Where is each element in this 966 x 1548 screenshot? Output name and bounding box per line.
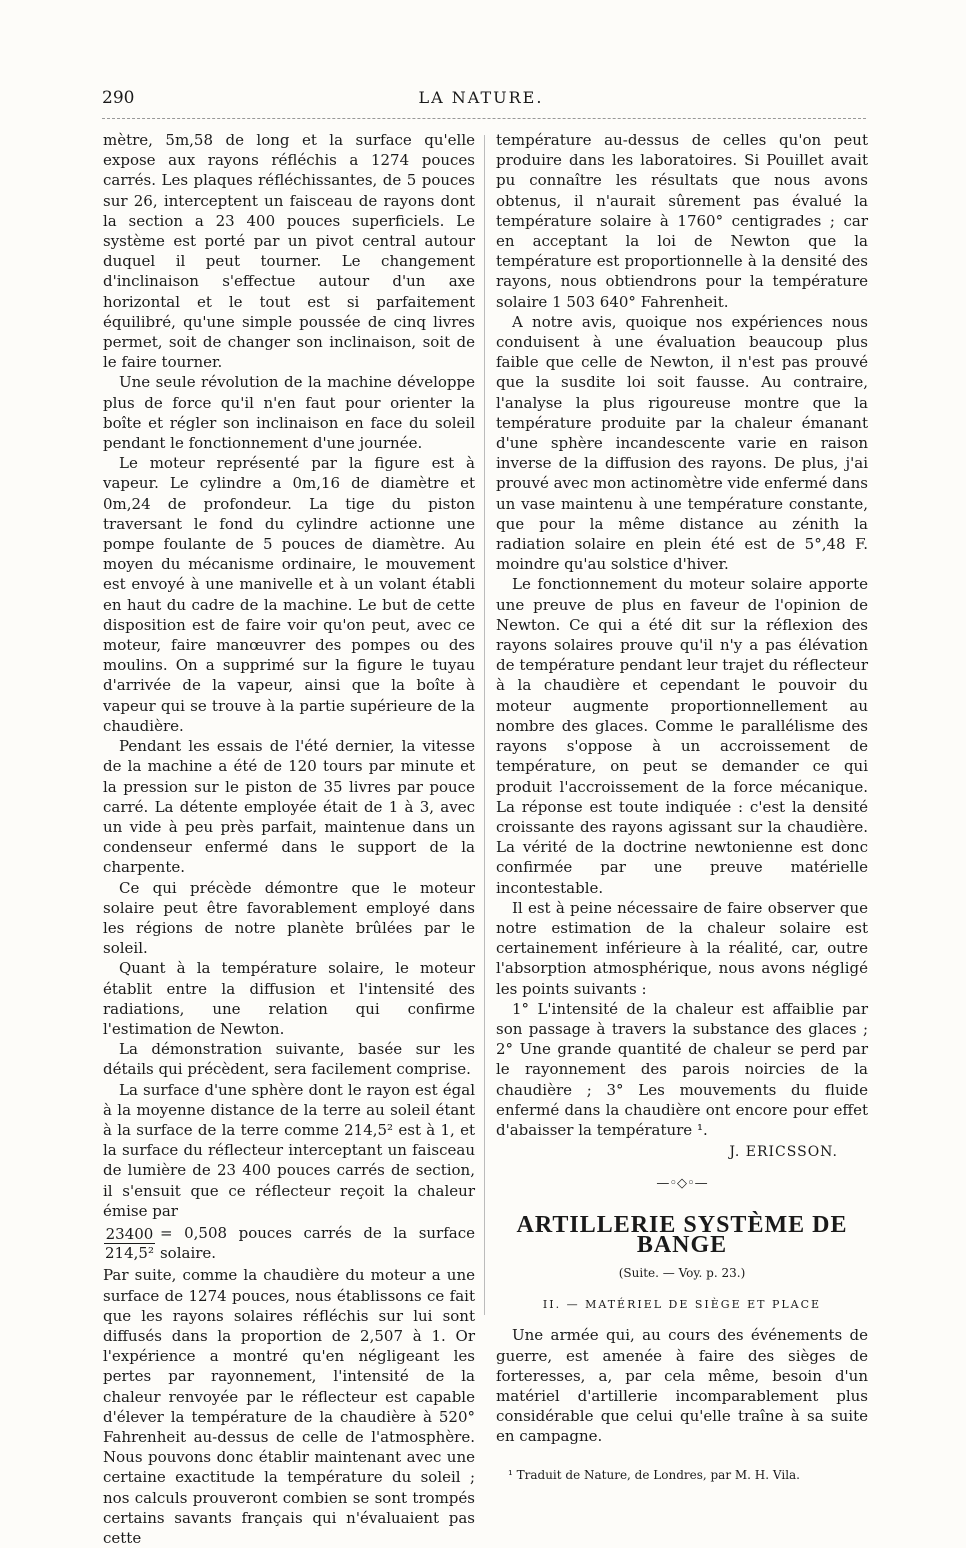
section-note: (Suite. — Voy. p. 23.)	[618, 1265, 746, 1280]
paragraph: Le moteur représenté par la figure est à vapeur. Le cylindre a 0m,16 de diamètre et 0m,24 de profondeur. La tige du piston traversant le fond du cylindre actionne une pompe foulante de 5 pouces de diamètre. Au moyen du mécanisme ordinaire, le mouvement est envoyé à une manivelle et à un volant établi en haut du cadre de la machine. Le but de cette disposition est de faire voir qu'on peut, avec ce moteur, faire manœuvrer des pompes ou des moulins. On a supprimé sur la figure le tuyau d'arrivée de la vapeur, ainsi que la boîte à vapeur qui se trouve à la partie supérieure de la chaudière.	[103, 454, 475, 735]
fraction-numerator: 23400	[105, 1224, 154, 1243]
paragraph: Pendant les essais de l'été dernier, la vitesse de la machine a été de 120 tours par minute et la pression sur le piston de 35 livres par pouce carré. La détente employée était de 1 à 3, avec un vide à peu près parfait, maintenue dans un condenseur enfermé dans le support de la charpente.	[103, 737, 475, 877]
fraction-denominator: 214,5²	[105, 1243, 154, 1262]
left-column	[103, 130, 475, 1548]
right-column	[496, 130, 868, 1485]
page-header	[102, 88, 860, 112]
paragraph: Par suite, comme la chaudière du moteur a une surface de 1274 pouces, nous établissons ce fait que les rayons solaires réfléchis sur lui sont diffusés dans la proportion de 2,507 à 1. Or l'expérience a montré qu'en négligeant les pertes par rayonnement, l'intensité de la chaleur renvoyée par le réflecteur est capable d'élever la température de la chaudière à 520° Fahrenheit au-dessus de celle de l'atmosphère. Nous pouvons donc établir maintenant avec une certaine exactitude la température du soleil ; nos calculs prouveront combien se sont trompés certains savants français qui n'évaluaient pas cette	[103, 1266, 475, 1548]
fraction	[103, 1225, 156, 1262]
subsection-title: II. — MATÉRIEL DE SIÈGE ET PLACE	[542, 1298, 822, 1312]
paragraph: La surface d'une sphère dont le rayon est égal à la moyenne distance de la terre au soleil étant à la surface de la terre comme 214,5² est à 1, et la surface du réflecteur interceptant un faisceau de lumière de 23 400 pouces carrés de section, il s'ensuit que ce réflecteur reçoit la chaleur émise par	[103, 1080, 475, 1220]
section-title: ARTILLERIE SYSTÈME DE BANGE	[516, 1211, 848, 1258]
paragraph: mètre, 5m,58 de long et la surface qu'elle expose aux rayons réfléchis a 1274 pouces carrés. Les plaques réfléchissantes, de 5 pouces sur 26, interceptent un faisceau de rayons dont la section a 23 400 pouces superficiels. Le système est porté par un pivot central autour duquel il peut tourner. Le changement d'inclinaison s'effectue autour d'un axe horizontal et le tout est si parfaitement équilibré, qu'une simple poussée de cinq livres permet, soit de changer son inclinaison, soit de le faire tourner.	[103, 131, 475, 372]
author-signature: J. ERICSSON.	[729, 1144, 838, 1161]
page-number: 290	[102, 88, 135, 108]
ornament-divider: —◦◇◦—	[656, 1176, 708, 1192]
paragraph: La démonstration suivante, basée sur les détails qui précèdent, sera facilement comprise.	[103, 1040, 475, 1079]
header-rule	[102, 118, 866, 119]
paragraph: Ce qui précède démontre que le moteur solaire peut être favorablement employé dans les régions de notre planète brûlées par le soleil.	[103, 878, 475, 958]
paragraph: température au-dessus de celles qu'on peut produire dans les laboratoires. Si Pouillet avait pu connaître les résultats que nous avons obtenus, il n'aurait sûrement pas évalué la température solaire à 1760° centigrades ; car en acceptant la loi de Newton que la température est proportionnelle à la densité des rayons, nous obtiendrons pour la température solaire 1 503 640° Fahrenheit.	[496, 131, 868, 311]
paragraph: Il est à peine nécessaire de faire observer que notre estimation de la chaleur solaire est certainement inférieure à la réalité, car, outre l'absorption atmosphérique, nous avons négligé les points suivants :	[496, 898, 868, 998]
paragraph: 1° L'intensité de la chaleur est affaiblie par son passage à travers la substance des glaces ; 2° Une grande quantité de chaleur se perd par le rayonnement des parois noircies de la chaudière ; 3° Les mouvements du fluide enfermé dans la chaudière ont encore pour effet d'abaisser la température ¹.	[496, 999, 868, 1139]
column-divider	[484, 135, 485, 1315]
paragraph: Une armée qui, au cours des événements de guerre, est amenée à faire des sièges de forteresses, a, par cela même, besoin d'un matériel d'artillerie incomparablement plus considérable que celui qu'elle traîne à sa suite en campagne.	[496, 1326, 868, 1446]
paragraph: A notre avis, quoique nos expériences nous conduisent à une évaluation beaucoup plus faible que celle de Newton, il n'est pas prouvé que la susdite loi soit fausse. Au contraire, l'analyse la plus rigoureuse montre que la température produite par la chaleur émanant d'une sphère incandescente varie en raison inverse de la diffusion des rayons. De plus, j'ai prouvé avec mon actinomètre vide enfermé dans un vase maintenu à une température constante, que pour la même distance au zénith la radiation solaire en plein été est de 5°,48 F. moindre qu'au solstice d'hiver.	[496, 312, 868, 574]
formula-result: = 0,508 pouces carrés de la surface solaire.	[159, 1223, 475, 1263]
formula	[103, 1223, 475, 1263]
footnote: ¹ Traduit de Nature, de Londres, par M. H. Vila.	[508, 1467, 800, 1482]
journal-title: LA NATURE.	[418, 88, 544, 107]
paragraph: Le fonctionnement du moteur solaire apporte une preuve de plus en faveur de l'opinion de Newton. Ce qui a été dit sur la réflexion des rayons solaires prouve qu'il n'y a pas élévation de température pendant leur trajet du réflecteur à la chaudière et cependant le pouvoir du moteur augmente proportionnellement au nombre des glaces. Comme le parallélisme des rayons s'oppose à un accroissement de température, on peut se demander ce qui produit l'accroissement de la force mécanique. La réponse est toute indiquée : c'est la densité croissante des rayons agissant sur la chaudière. La vérité de la doctrine newtonienne est donc confirmée par une preuve matérielle incontestable.	[496, 575, 868, 897]
paragraph: Quant à la température solaire, le moteur établit entre la diffusion et l'intensité des radiations, une relation qui confirme l'estimation de Newton.	[103, 959, 475, 1038]
paragraph: Une seule révolution de la machine développe plus de force qu'il n'en faut pour orienter la boîte et régler son inclinaison en face du soleil pendant le fonctionnement d'une journée.	[103, 373, 475, 453]
